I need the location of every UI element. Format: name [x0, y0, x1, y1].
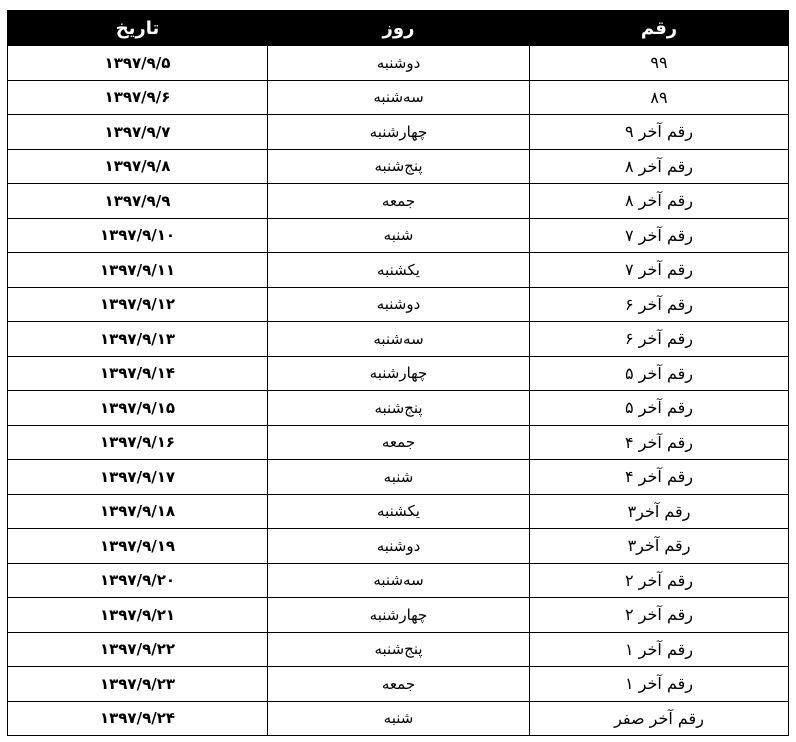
table-row — [8, 632, 789, 667]
number-cell: ۹۹ — [530, 46, 789, 81]
table-row — [8, 494, 789, 529]
table-row — [8, 46, 789, 81]
number-cell: رقم آخر ۹ — [530, 115, 789, 150]
number-cell: رقم آخر۳ — [530, 529, 789, 564]
day-cell: سه‌شنبه — [268, 80, 530, 115]
number-cell: رقم آخر۳ — [530, 494, 789, 529]
table-row — [8, 460, 789, 495]
table-row — [8, 253, 789, 288]
date-cell: ۱۳۹۷/۹/۱۲ — [8, 287, 268, 322]
table-body — [8, 46, 789, 736]
day-cell: شنبه — [268, 460, 530, 495]
number-cell: رقم آخر ۴ — [530, 460, 789, 495]
day-cell: یکشنبه — [268, 494, 530, 529]
date-cell: ۱۳۹۷/۹/۹ — [8, 184, 268, 219]
date-cell: ۱۳۹۷/۹/۲۳ — [8, 667, 268, 702]
date-cell: ۱۳۹۷/۹/۱۵ — [8, 391, 268, 426]
number-cell: رقم آخر ۱ — [530, 632, 789, 667]
date-cell: ۱۳۹۷/۹/۱۳ — [8, 322, 268, 357]
header-row — [8, 11, 789, 46]
day-cell: دوشنبه — [268, 529, 530, 564]
day-cell: چهارشنبه — [268, 598, 530, 633]
number-cell: رقم آخر ۷ — [530, 218, 789, 253]
table-row — [8, 356, 789, 391]
number-cell: رقم آخر ۴ — [530, 425, 789, 460]
number-cell: رقم آخر ۱ — [530, 667, 789, 702]
day-cell: سه‌شنبه — [268, 322, 530, 357]
day-cell: پنج‌شنبه — [268, 391, 530, 426]
day-cell: شنبه — [268, 701, 530, 736]
table-row — [8, 287, 789, 322]
day-cell: دوشنبه — [268, 287, 530, 322]
date-cell: ۱۳۹۷/۹/۱۰ — [8, 218, 268, 253]
date-cell: ۱۳۹۷/۹/۱۱ — [8, 253, 268, 288]
date-cell: ۱۳۹۷/۹/۱۴ — [8, 356, 268, 391]
header-day: روز — [268, 11, 530, 46]
date-cell: ۱۳۹۷/۹/۲۱ — [8, 598, 268, 633]
date-cell: ۱۳۹۷/۹/۱۶ — [8, 425, 268, 460]
table-row — [8, 322, 789, 357]
table-row — [8, 667, 789, 702]
schedule-table-container — [7, 10, 788, 736]
table-row — [8, 529, 789, 564]
date-cell: ۱۳۹۷/۹/۲۰ — [8, 563, 268, 598]
number-cell: رقم آخر ۵ — [530, 356, 789, 391]
day-cell: سه‌شنبه — [268, 563, 530, 598]
date-cell: ۱۳۹۷/۹/۱۸ — [8, 494, 268, 529]
date-cell: ۱۳۹۷/۹/۷ — [8, 115, 268, 150]
header-number: رقم — [530, 11, 789, 46]
number-cell: رقم آخر صفر — [530, 701, 789, 736]
number-cell: رقم آخر ۸ — [530, 184, 789, 219]
date-cell: ۱۳۹۷/۹/۲۴ — [8, 701, 268, 736]
number-cell: رقم آخر ۵ — [530, 391, 789, 426]
date-cell: ۱۳۹۷/۹/۱۹ — [8, 529, 268, 564]
day-cell: یکشنبه — [268, 253, 530, 288]
date-cell: ۱۳۹۷/۹/۲۲ — [8, 632, 268, 667]
number-cell: رقم آخر ۸ — [530, 149, 789, 184]
date-cell: ۱۳۹۷/۹/۵ — [8, 46, 268, 81]
day-cell: پنج‌شنبه — [268, 632, 530, 667]
table-row — [8, 80, 789, 115]
day-cell: جمعه — [268, 425, 530, 460]
number-cell: رقم آخر ۷ — [530, 253, 789, 288]
day-cell: جمعه — [268, 184, 530, 219]
table-row — [8, 563, 789, 598]
number-cell: ۸۹ — [530, 80, 789, 115]
date-cell: ۱۳۹۷/۹/۶ — [8, 80, 268, 115]
day-cell: چهارشنبه — [268, 115, 530, 150]
day-cell: چهارشنبه — [268, 356, 530, 391]
table-row — [8, 598, 789, 633]
day-cell: شنبه — [268, 218, 530, 253]
date-cell: ۱۳۹۷/۹/۱۷ — [8, 460, 268, 495]
date-cell: ۱۳۹۷/۹/۸ — [8, 149, 268, 184]
day-cell: پنج‌شنبه — [268, 149, 530, 184]
table-row — [8, 425, 789, 460]
header-date: تاریخ — [8, 11, 268, 46]
table-row — [8, 115, 789, 150]
table-row — [8, 701, 789, 736]
number-cell: رقم آخر ۲ — [530, 598, 789, 633]
table-row — [8, 184, 789, 219]
table-row — [8, 391, 789, 426]
table-row — [8, 218, 789, 253]
day-cell: جمعه — [268, 667, 530, 702]
table-row — [8, 149, 789, 184]
number-cell: رقم آخر ۶ — [530, 287, 789, 322]
schedule-table — [7, 10, 789, 736]
number-cell: رقم آخر ۶ — [530, 322, 789, 357]
day-cell: دوشنبه — [268, 46, 530, 81]
table-header — [8, 11, 789, 46]
number-cell: رقم آخر ۲ — [530, 563, 789, 598]
